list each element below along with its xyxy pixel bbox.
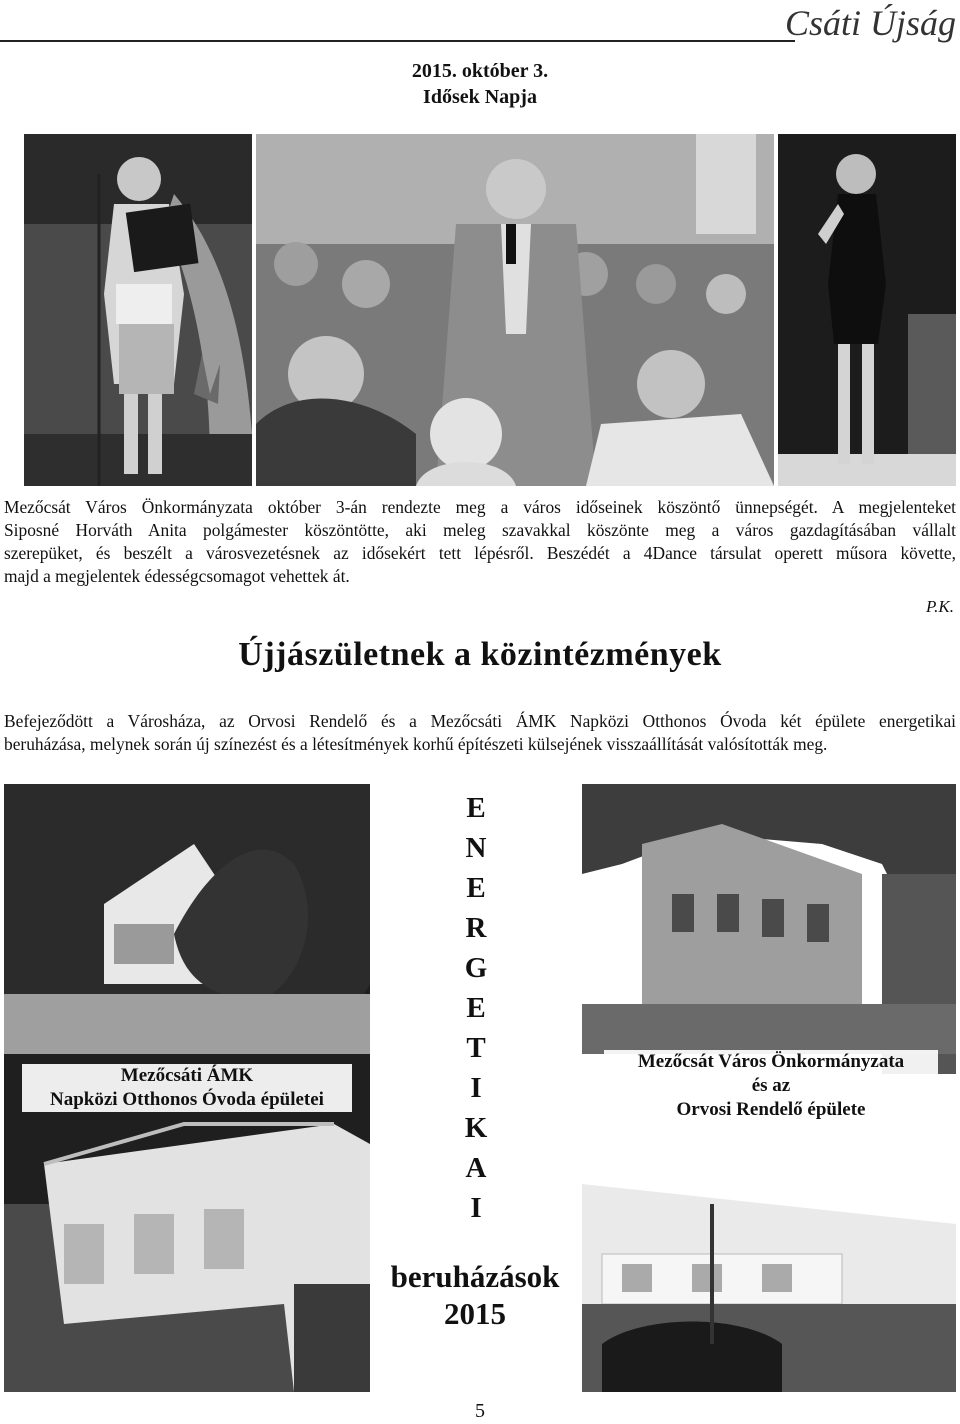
vertical-word-energetikai [436, 788, 516, 1228]
header-rule [0, 40, 795, 42]
vertical-letter: I [470, 1192, 482, 1224]
article-line: Siposné Horváth Anita polgámester köszöntötte, aki meleg szavakkal köszönte meg a város gazdagításában vállalt [4, 520, 956, 540]
caption-kindergarten [22, 1064, 352, 1112]
article-idosek-napja-body [4, 496, 956, 588]
vertical-letter: I [470, 1072, 482, 1104]
article-line: majd a megjelentek édességcsomagot vehettek át. [4, 566, 350, 586]
vertical-letter: E [466, 792, 486, 824]
vertical-letter: G [464, 952, 488, 984]
event-heading [0, 58, 960, 110]
vertical-letter: K [464, 1112, 488, 1144]
vertical-letter: T [466, 1032, 486, 1064]
caption-line: Napközi Otthonos Óvoda épületei [50, 1089, 324, 1110]
article-line: Befejeződött a Városháza, az Orvosi Rendelő és a Mezőcsáti ÁMK Napközi Otthonos Óvoda két épülete energetikai [4, 711, 956, 731]
caption-line: Mezőcsát Város Önkormányzata [637, 1051, 905, 1072]
article-line: beruházása, melynek során új színezést és a létesítmények korhű építészeti külsejének visszaállítását valósították meg. [4, 734, 828, 754]
vertical-letter: A [465, 1152, 487, 1184]
caption-town-hall [604, 1050, 938, 1122]
audience-with-speaker-photo [256, 134, 774, 486]
vertical-letter: R [465, 912, 487, 944]
investments-label [370, 1258, 580, 1332]
vertical-letter: E [466, 992, 486, 1024]
article-headline: Újjászületnek a közintézmények [238, 636, 722, 673]
singer-on-stage-photo [778, 134, 956, 486]
event-title: Idősek Napja [423, 86, 537, 108]
caption-line: és az [751, 1075, 791, 1096]
author-signature: P.K. [925, 597, 954, 616]
mayor-speaking-photo [24, 134, 252, 486]
event-date: 2015. október 3. [411, 60, 549, 82]
caption-line: Orvosi Rendelő épülete [676, 1099, 866, 1120]
article-line: szerepüket, és beszélt a városvezetésnek az idősekért tett lépésről. Beszédét a 4Dance társulat operett műsora követte, [4, 543, 956, 563]
page-number: 5 [475, 1400, 485, 1422]
vertical-letter: E [466, 872, 486, 904]
vertical-letter: N [465, 832, 487, 864]
article-line: Mezőcsát Város Önkormányzata október 3-án rendezte meg a város időseinek köszöntő ünnepségét. A megjelenteket [4, 497, 956, 517]
article-kozintezmenyek-body [4, 710, 956, 756]
masthead-title: Csáti Újság [784, 3, 956, 43]
caption-line: Mezőcsáti ÁMK [120, 1065, 254, 1086]
investments-year: 2015 [444, 1296, 506, 1331]
investments-word: beruházások [390, 1259, 560, 1294]
